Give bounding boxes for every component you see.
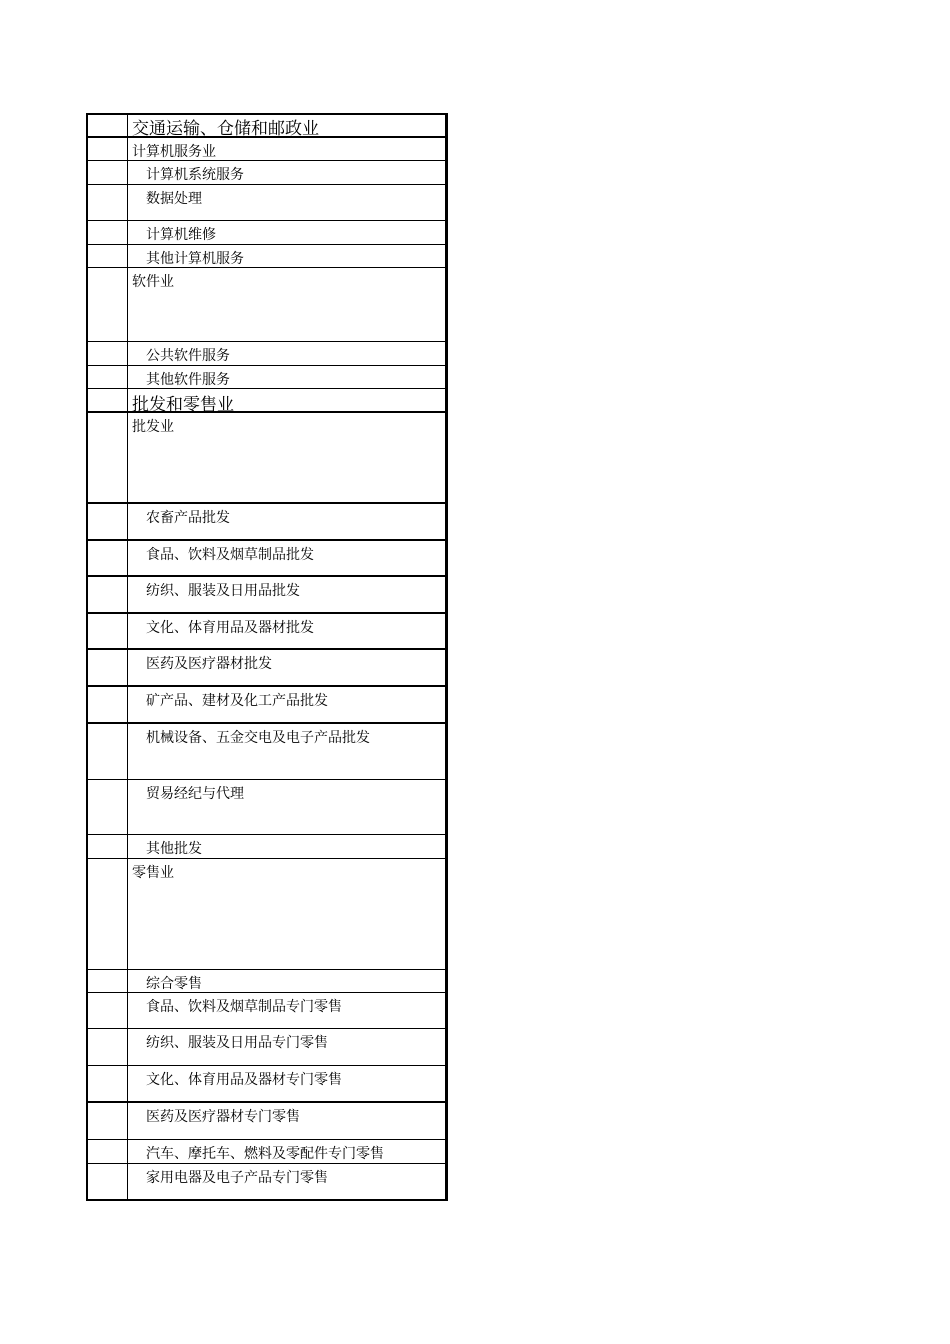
item-label: 农畜产品批发 xyxy=(127,504,448,541)
table-row xyxy=(86,389,448,413)
item-label: 其他批发 xyxy=(127,835,448,859)
code-cell xyxy=(86,113,127,138)
industry-table xyxy=(86,113,448,1201)
table-row xyxy=(86,161,448,185)
subcategory-label: 批发业 xyxy=(127,413,448,504)
code-cell xyxy=(86,650,127,687)
code-cell xyxy=(86,342,127,366)
table-row xyxy=(86,835,448,859)
code-cell xyxy=(86,366,127,389)
table-row xyxy=(86,185,448,221)
table-row xyxy=(86,577,448,614)
code-cell xyxy=(86,268,127,342)
code-cell xyxy=(86,859,127,970)
code-cell xyxy=(86,993,127,1029)
item-label: 贸易经纪与代理 xyxy=(127,780,448,835)
code-cell xyxy=(86,614,127,650)
code-cell xyxy=(86,413,127,504)
item-label: 其他计算机服务 xyxy=(127,245,448,268)
code-cell xyxy=(86,541,127,577)
table-row xyxy=(86,113,448,138)
table-row xyxy=(86,221,448,245)
item-label: 数据处理 xyxy=(127,185,448,221)
item-label: 文化、体育用品及器材专门零售 xyxy=(127,1066,448,1103)
item-label: 文化、体育用品及器材批发 xyxy=(127,614,448,650)
item-label: 汽车、摩托车、燃料及零配件专门零售 xyxy=(127,1140,448,1164)
table-row xyxy=(86,1029,448,1066)
table-row xyxy=(86,614,448,650)
table-row xyxy=(86,504,448,541)
code-cell xyxy=(86,389,127,413)
code-cell xyxy=(86,161,127,185)
table-row xyxy=(86,993,448,1029)
item-label: 医药及医疗器材专门零售 xyxy=(127,1103,448,1140)
code-cell xyxy=(86,504,127,541)
code-cell xyxy=(86,970,127,993)
table-row xyxy=(86,366,448,389)
item-label: 其他软件服务 xyxy=(127,366,448,389)
table-row xyxy=(86,1066,448,1103)
table-row xyxy=(86,780,448,835)
table-row xyxy=(86,413,448,504)
code-cell xyxy=(86,1066,127,1103)
code-cell xyxy=(86,724,127,780)
code-cell xyxy=(86,221,127,245)
item-label: 计算机维修 xyxy=(127,221,448,245)
table-row xyxy=(86,724,448,780)
item-label: 矿产品、建材及化工产品批发 xyxy=(127,687,448,724)
table-row xyxy=(86,268,448,342)
item-label: 综合零售 xyxy=(127,970,448,993)
table-row xyxy=(86,1103,448,1140)
table-row xyxy=(86,687,448,724)
table-row xyxy=(86,541,448,577)
item-label: 食品、饮料及烟草制品批发 xyxy=(127,541,448,577)
table-row xyxy=(86,138,448,161)
code-cell xyxy=(86,577,127,614)
subcategory-label: 软件业 xyxy=(127,268,448,342)
table-row xyxy=(86,245,448,268)
table-row xyxy=(86,342,448,366)
code-cell xyxy=(86,835,127,859)
code-cell xyxy=(86,185,127,221)
item-label: 公共软件服务 xyxy=(127,342,448,366)
subcategory-label: 零售业 xyxy=(127,859,448,970)
subcategory-label: 计算机服务业 xyxy=(127,138,448,161)
item-label: 机械设备、五金交电及电子产品批发 xyxy=(127,724,448,780)
item-label: 纺织、服装及日用品专门零售 xyxy=(127,1029,448,1066)
code-cell xyxy=(86,687,127,724)
table-row xyxy=(86,1140,448,1164)
code-cell xyxy=(86,138,127,161)
item-label: 计算机系统服务 xyxy=(127,161,448,185)
item-label: 医药及医疗器材批发 xyxy=(127,650,448,687)
table-row xyxy=(86,650,448,687)
table-row xyxy=(86,970,448,993)
item-label: 食品、饮料及烟草制品专门零售 xyxy=(127,993,448,1029)
code-cell xyxy=(86,1140,127,1164)
item-label: 家用电器及电子产品专门零售 xyxy=(127,1164,448,1201)
table-row xyxy=(86,859,448,970)
code-cell xyxy=(86,780,127,835)
row-divider xyxy=(86,1199,448,1201)
code-cell xyxy=(86,245,127,268)
item-label: 纺织、服装及日用品批发 xyxy=(127,577,448,614)
code-cell xyxy=(86,1103,127,1140)
code-cell xyxy=(86,1029,127,1066)
code-cell xyxy=(86,1164,127,1201)
category-heading: 批发和零售业 xyxy=(127,389,448,413)
category-heading: 交通运输、仓储和邮政业 xyxy=(127,113,448,138)
table-row xyxy=(86,1164,448,1201)
